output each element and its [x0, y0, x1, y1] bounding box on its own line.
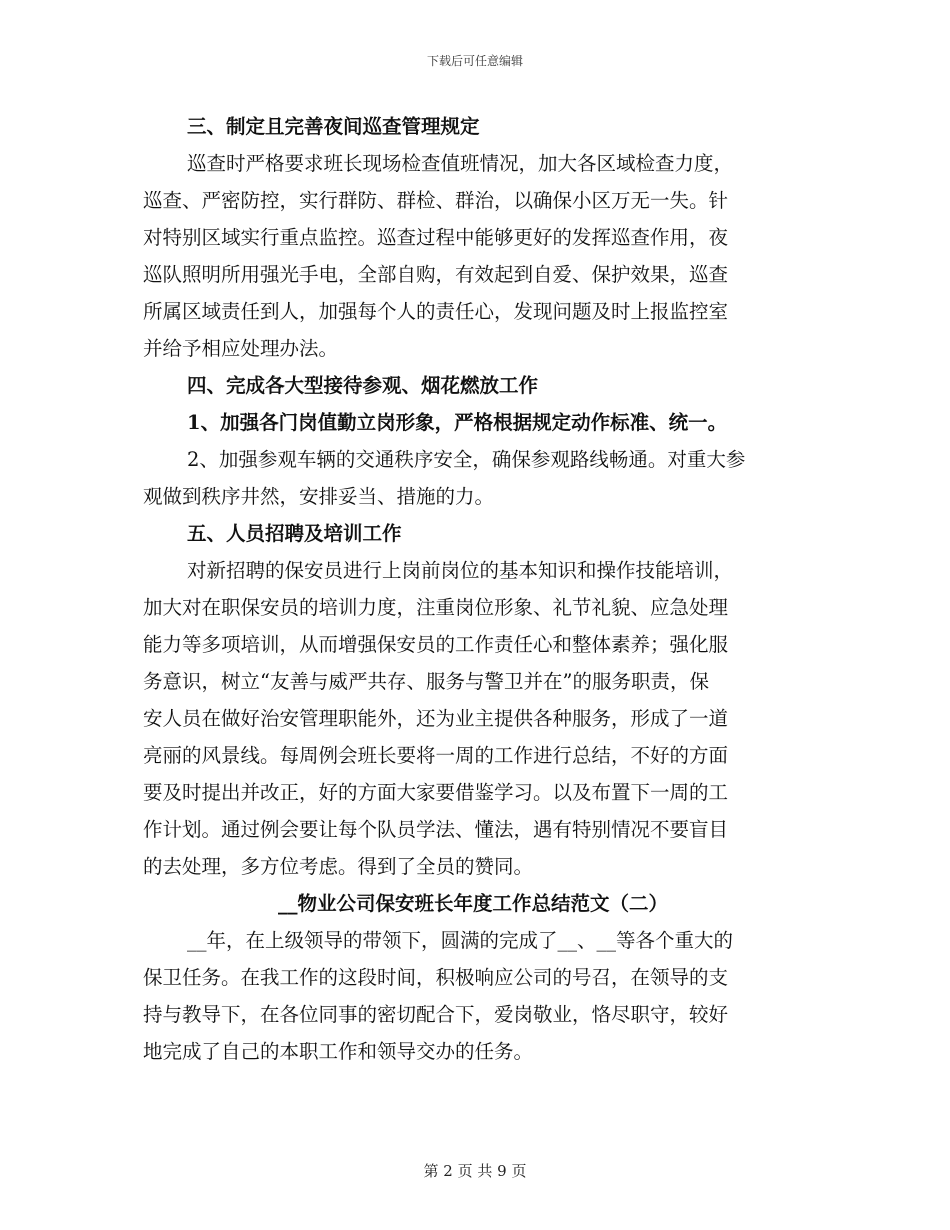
document-title: __物业公司保安班长年度工作总结范文（二）	[277, 892, 668, 915]
paragraph-line: 地完成了自己的本职工作和领导交办的任务。	[143, 1040, 534, 1063]
paragraph-line: 对新招聘的保安员进行上岗前岗位的基本知识和操作技能培训，	[187, 559, 734, 582]
paragraph-line: __年，在上级领导的带领下，圆满的完成了__、__等各个重大的	[187, 929, 734, 952]
document-body	[143, 108, 803, 1070]
paragraph-line: 巡队照明所用强光手电，全部自购，有效起到自爱、保护效果，巡查	[143, 263, 729, 286]
paragraph-line: 的去处理，多方位考虑。得到了全员的赞同。	[143, 855, 534, 878]
paragraph-line: 所属区域责任到人，加强每个人的责任心，发现问题及时上报监控室	[143, 300, 729, 323]
page-number: 第 2 页 共 9 页	[423, 1162, 527, 1180]
section-heading: 四、完成各大型接待参观、烟花燃放工作	[187, 374, 539, 397]
section-heading: 1、加强各门岗值勤立岗形象，严格根据规定动作标准、统一。	[187, 411, 728, 434]
paragraph-line: 2、加强参观车辆的交通秩序安全，确保参观路线畅通。对重大参	[187, 448, 746, 471]
section-heading: 三、制定且完善夜间巡查管理规定	[187, 115, 480, 138]
paragraph-line: 巡查、严密防控，实行群防、群检、群治，以确保小区万无一失。针	[143, 189, 729, 212]
paragraph-line: 能力等多项培训，从而增强保安员的工作责任心和整体素养；强化服	[143, 633, 729, 656]
paragraph-line: 对特别区域实行重点监控。巡查过程中能够更好的发挥巡查作用，夜	[143, 226, 729, 249]
paragraph-line: 作计划。通过例会要让每个队员学法、懂法，遇有特别情况不要盲目	[143, 818, 729, 841]
section-heading: 五、人员招聘及培训工作	[187, 522, 402, 545]
paragraph-line: 巡查时严格要求班长现场检查值班情况，加大各区域检查力度，	[187, 152, 734, 175]
paragraph-line: 务意识，树立“友善与威严共存、服务与警卫并在”的服务职责，保	[143, 670, 709, 693]
page-header-note: 下载后可任意编辑	[426, 54, 523, 68]
paragraph-line: 要及时提出并改正，好的方面大家要借鉴学习。以及布置下一周的工	[143, 781, 729, 804]
paragraph-line: 持与教导下，在各位同事的密切配合下，爱岗敬业，恪尽职守，较好	[143, 1003, 729, 1026]
paragraph-line: 安人员在做好治安管理职能外，还为业主提供各种服务，形成了一道	[143, 707, 729, 730]
paragraph-line: 加大对在职保安员的培训力度，注重岗位形象、礼节礼貌、应急处理	[143, 596, 729, 619]
paragraph-line: 并给予相应处理办法。	[143, 337, 339, 360]
paragraph-line: 亮丽的风景线。每周例会班长要将一周的工作进行总结，不好的方面	[143, 744, 729, 767]
paragraph-line: 保卫任务。在我工作的这段时间，积极响应公司的号召，在领导的支	[143, 966, 729, 989]
paragraph-line: 观做到秩序井然，安排妥当、措施的力。	[143, 485, 495, 508]
